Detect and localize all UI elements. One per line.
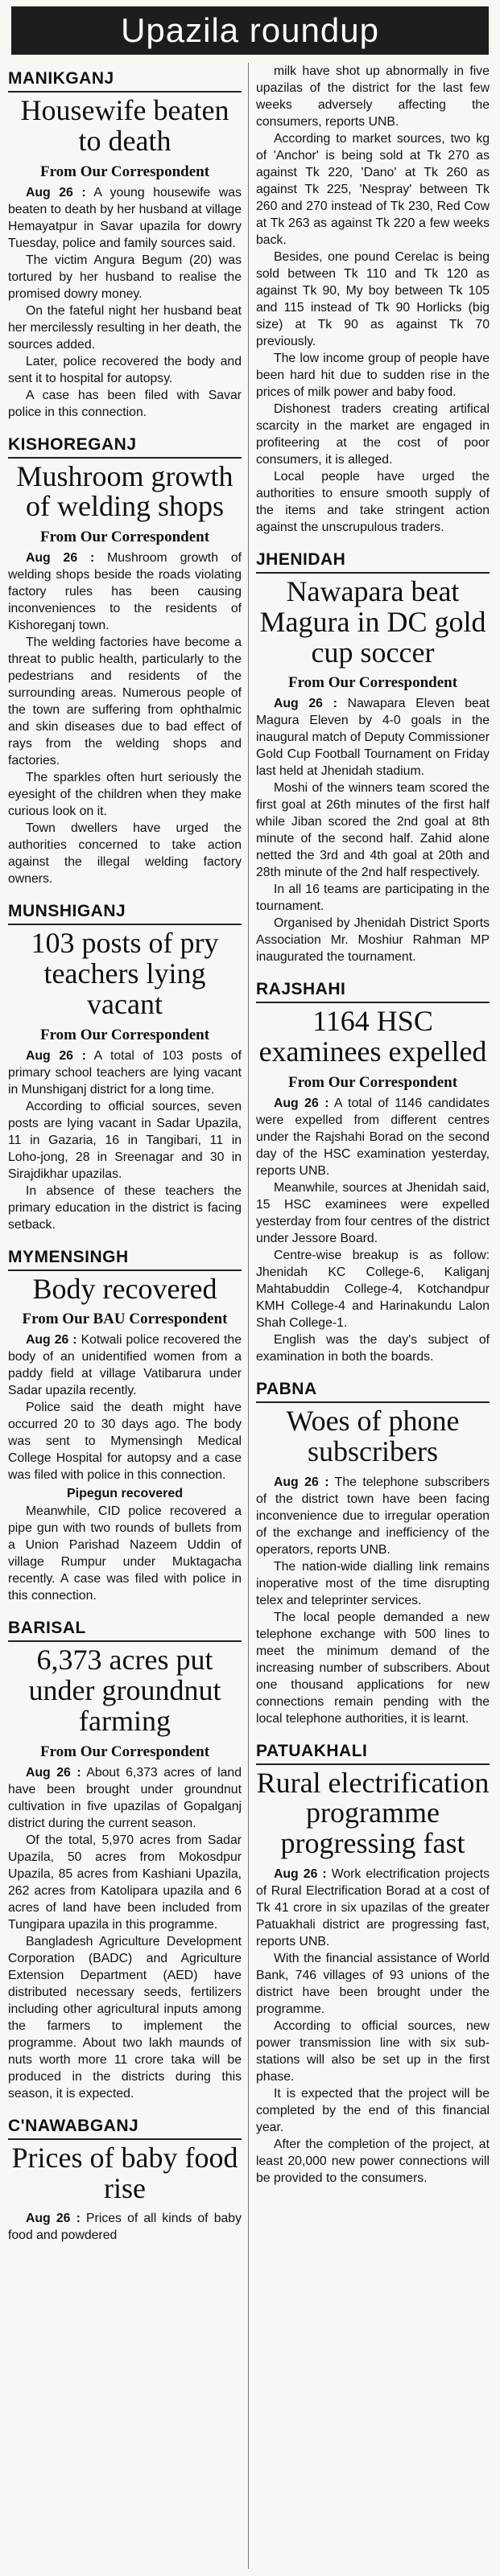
byline: From Our Correspondent — [39, 1743, 210, 1760]
story-headline: Body recovered — [32, 1272, 217, 1305]
news-story — [8, 895, 242, 1232]
story-paragraph: The low income group of people have been hard hit due to sudden rise in the prices of milk power and baby food. — [256, 352, 490, 399]
dateline: Aug 26 : — [274, 1096, 329, 1110]
news-story — [256, 63, 490, 536]
byline: From Our Correspondent — [39, 1026, 210, 1043]
story-paragraph: Local people have urged the authorities to ensure smooth supply of the items and take stringent action against the unscrupulous traders. — [256, 470, 490, 534]
story-paragraph: It is expected that the project will be completed by the end of this financial year. — [256, 2086, 490, 2134]
story-paragraph: The welding factories have become a threat to public health, particularly to the pedestrians and residents of the surrounding areas. Numerous people of the town are suffering from ophthalmic and skin diseases due to bad effect of rays from the welding shops and factories. — [8, 636, 242, 768]
place-label: MUNSHIGANJ — [8, 895, 242, 925]
story-paragraph: In all 16 teams are participating in the tournament. — [256, 883, 490, 914]
story-paragraph: In absence of these teachers the primary education in the district is facing setback. — [8, 1183, 242, 1232]
left-column — [8, 63, 242, 2252]
news-story — [8, 429, 242, 888]
story-paragraph: Aug 26 : A total of 1146 candidates were expelled from different centres under the Rajshahi Borad on the second day of the HSC examination yesterday, reports UNB. — [256, 1096, 490, 1178]
column-rule — [248, 63, 249, 2569]
story-subhead: Pipegun recovered — [66, 1487, 184, 1501]
story-headline: Rural electrification programme progressing fast — [256, 1766, 490, 1860]
story-headline: 1164 HSC examinees expelled — [258, 1005, 487, 1068]
section-banner: Upazila roundup — [11, 6, 489, 55]
place-label: KISHOREGANJ — [8, 429, 242, 459]
story-headline: 103 posts of pry teachers lying vacant — [31, 927, 219, 1020]
story-headline: Nawapara beat Magura in DC gold cup soccer — [259, 575, 486, 669]
story-paragraph: Aug 26 : A young housewife was beaten to death by her husband at village Hemayatpur in Savar upazila for dowry Tuesday, police and family sources said. — [8, 185, 242, 250]
news-story — [256, 544, 490, 965]
place-label: PATUAKHALI — [256, 1735, 490, 1765]
dateline: Aug 26 : — [26, 2212, 81, 2226]
story-paragraph: According to official sources, new power transmission line with six sub-stations will also be set up in the first phase. — [256, 2018, 490, 2084]
byline: From Our Correspondent — [39, 529, 210, 546]
story-paragraph: milk have shot up abnormally in five upazilas of the district for the last few weeks adversely affecting the consumers, reports UNB. — [256, 64, 490, 129]
dateline: Aug 26 : — [26, 1333, 77, 1348]
story-headline: Prices of baby food rise — [11, 2141, 238, 2204]
place-label: BARISAL — [8, 1612, 242, 1642]
byline: From Our Correspondent — [287, 674, 458, 692]
story-paragraph: Of the total, 5,970 acres from Sadar Upazila, 50 acres from Mokosdpur Upazila, 85 acres from Kashiani Upazila, 262 acres from Katolipara upazila and 6 acres of land have been included from Tungipara upazila in this programme. — [8, 1833, 242, 1932]
story-paragraph: Moshi of the winners team scored the first goal at 26th minutes of the first half while Jiban scored the 2nd goal at 8th minute of the second half. Zahid alone netted the 3rd and 4th goal at 20th and 28th minute of the 2nd half respectively. — [256, 781, 490, 880]
news-story — [256, 973, 490, 1365]
dateline: Aug 26 : — [26, 551, 95, 566]
story-headline: 6,373 acres put under groundnut farming — [28, 1644, 221, 1737]
news-story — [8, 2110, 242, 2245]
byline: From Our Correspondent — [39, 163, 210, 180]
story-headline: Woes of phone subscribers — [286, 1404, 460, 1467]
news-story — [8, 1241, 242, 1605]
story-paragraph: Aug 26 : Prices of all kinds of baby food and powdered — [8, 2212, 242, 2243]
story-paragraph: Centre-wise breakup is as follow: Jhenidah KC College-6, Kaliganj Mahtabuddin College-4, Kotchandpur KMH College-4 and Harinakundu Lalon Shah College-1. — [256, 1248, 490, 1330]
story-paragraph: A case has been filed with Savar police in this connection. — [8, 388, 242, 419]
story-headline: Mushroom growth of welding shops — [16, 459, 233, 523]
story-paragraph: Aug 26 : A total of 103 posts of primary school teachers are lying vacant in Munshiganj district for a long time. — [8, 1048, 242, 1097]
dateline: Aug 26 : — [274, 1475, 329, 1489]
right-column — [256, 63, 490, 2195]
place-label: PABNA — [256, 1373, 490, 1403]
story-paragraph: Aug 26 : About 6,373 acres of land have been brought under groundnut cultivation in five upazilas of Gopalganj district during the current season. — [8, 1765, 242, 1830]
story-paragraph: The local people demanded a new telephone exchange with 500 lines to meet the minimum demand of the increasing number of subscribers. About one thousand applications for new connections remain pending with the local telephone authorities, it is learnt. — [256, 1610, 490, 1726]
place-label: JHENIDAH — [256, 544, 490, 574]
dateline: Aug 26 : — [26, 1765, 81, 1780]
story-paragraph: English was the day's subject of examination in both the boards. — [256, 1332, 490, 1364]
place-label: C'NAWABGANJ — [8, 2110, 242, 2140]
story-paragraph: Dishonest traders creating artifical scarcity in the market are engaged in profiteering at the cost of poor consumers, it is alleged. — [256, 402, 490, 467]
story-paragraph: Organised by Jhenidah District Sports Association Mr. Moshiur Rahman MP inaugurated the tournament. — [256, 916, 490, 965]
story-paragraph: The nation-wide dialling link remains inoperative most of the time disrupting telex and teleprinter services. — [256, 1559, 490, 1607]
story-paragraph: Aug 26 : Work electrification projects of Rural Electrification Borad at a cost of Tk 41 crore in six upazilas of the greater Patuakhali district are progressing fast, reports UNB. — [256, 1866, 490, 1948]
news-story — [256, 1735, 490, 2187]
dateline: Aug 26 : — [274, 697, 337, 711]
story-paragraph: Town dwellers have urged the authorities concerned to take action against the illegal welding factory owners. — [8, 821, 242, 887]
story-paragraph: Aug 26 : The telephone subscribers of the district town have been facing inconvenience due to irregular operation of the exchange and inefficiency of the operators, reports UNB. — [256, 1475, 490, 1557]
story-paragraph: The sparkles often hurt seriously the eyesight of the children when they make curious look on it. — [8, 771, 242, 819]
story-paragraph: Aug 26 : Mushroom growth of welding shops beside the roads violating factory rules has been causing inconveniences to the residents of Kishoreganj town. — [8, 551, 242, 633]
story-paragraph: With the financial assistance of World Bank, 746 villages of 93 unions of the district have been brought under the programme. — [256, 1951, 490, 2016]
dateline: Aug 26 : — [274, 1866, 327, 1881]
story-paragraph: According to market sources, two kg of 'Anchor' is being sold at Tk 270 as against Tk 220, 'Dano' at Tk 260 as against Tk 225, 'Nespray' between Tk 260 and 270 instead of Tk 230, Red Cow at Tk 263 as against Tk 220 a few weeks back. — [256, 132, 490, 247]
place-label: MANIKGANJ — [8, 63, 242, 93]
story-paragraph: Bangladesh Agriculture Development Corporation (BADC) and Agriculture Extension Department (AED) have distributed necessary seeds, fertilizers including other agricultural inputs among the farmers to implement the programme. About two lakh maunds of nuts worth more 11 crore taka will be produced in the districts during this season, it is expected. — [8, 1934, 242, 2101]
story-paragraph: Meanwhile, CID police recovered a pipe gun with two rounds of bullets from a Union Parishad Nazeem Uddin of village Rumpur under Muktagacha recently. A case was filed with police in this connection. — [8, 1504, 242, 1603]
story-paragraph: On the fateful night her husband beat her mercilessly resulting in her death, the sources added. — [8, 303, 242, 352]
story-paragraph: The victim Angura Begum (20) was tortured by her husband to realise the promised dowry money. — [8, 253, 242, 301]
news-story — [8, 1612, 242, 2101]
story-paragraph: Later, police recovered the body and sent it to hospital for autopsy. — [8, 354, 242, 385]
dateline: Aug 26 : — [26, 1048, 86, 1063]
byline: From Our BAU Correspondent — [22, 1311, 228, 1328]
story-paragraph: Aug 26 : Nawapara Eleven beat Magura Eleven by 4-0 goals in the inaugural match of Deputy Commissioner Gold Cup Football Tournament on Friday last held at Jhenidah stadium. — [256, 697, 490, 779]
story-paragraph: Besides, one pound Cerelac is being sold between Tk 110 and Tk 120 as against Tk 90, My boy between Tk 105 and 115 instead of Tk 90 Horlicks (big size) at Tk 90 as against Tk 70 previously. — [256, 250, 490, 348]
story-paragraph: According to official sources, seven posts are lying vacant in Sadar Upazila, 11 in Gazaria, 16 in Tangibari, 11 in Loho-jong, 28 in Sreenagar and 30 in Sirajdikhar upazilas. — [8, 1099, 242, 1181]
news-story — [8, 63, 242, 421]
story-paragraph: Meanwhile, sources at Jhenidah said, 15 HSC examinees were expelled yesterday from four centres of the district under Jessore Board. — [256, 1180, 490, 1245]
story-paragraph: After the completion of the project, at least 20,000 new power connections will be provided to the consumers. — [256, 2137, 490, 2185]
place-label: RAJSHAHI — [256, 973, 490, 1003]
story-headline: Housewife beaten to death — [20, 94, 229, 157]
place-label: MYMENSINGH — [8, 1241, 242, 1271]
byline: From Our Correspondent — [287, 1073, 458, 1091]
story-paragraph: Aug 26 : Kotwali police recovered the body of an unidentified women from a paddy field at village Vatibarura under Sadar upazila recently. — [8, 1333, 242, 1398]
dateline: Aug 26 : — [26, 185, 86, 200]
story-paragraph: Police said the death might have occurred 20 to 30 days ago. The body was sent to Mymensingh Medical College Hospital for autopsy and a case was filed with police in this connection. — [8, 1401, 242, 1483]
news-story — [256, 1373, 490, 1727]
